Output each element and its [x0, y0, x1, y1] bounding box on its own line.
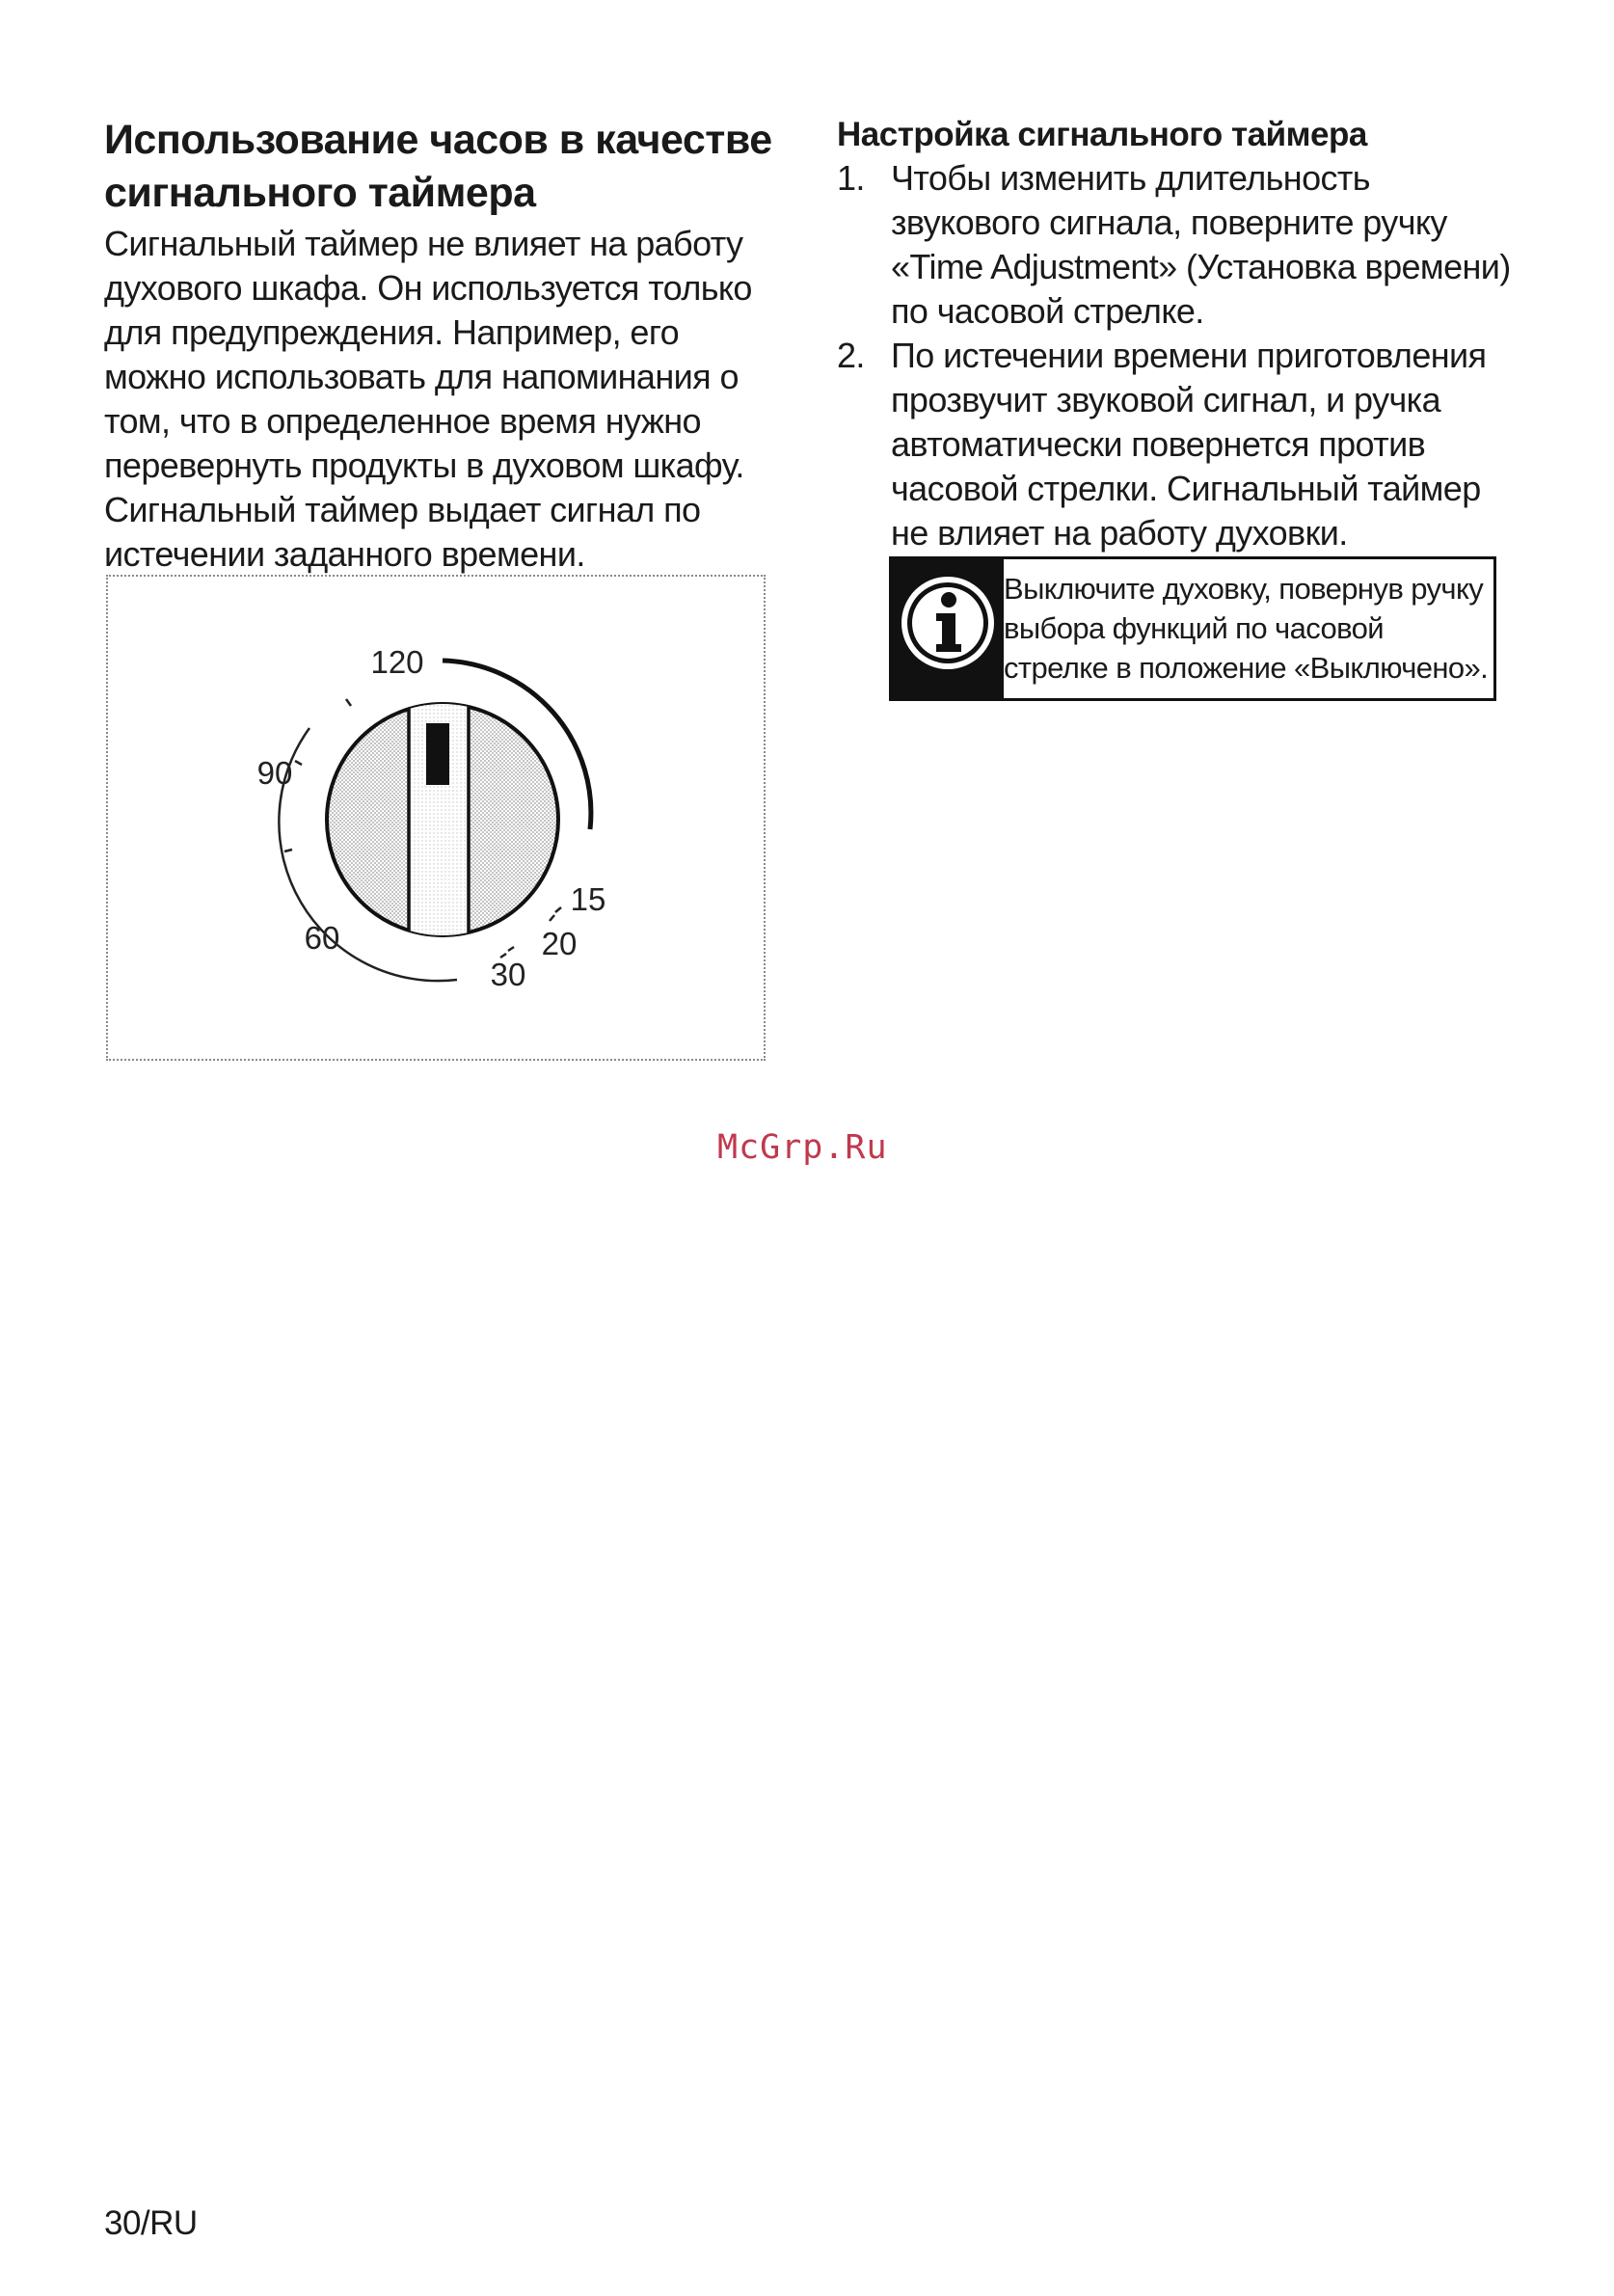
label-20: 20 — [541, 926, 578, 961]
step-text: По истечении времени приготовления прозвучит звуковой сигнал, и ручка автоматически повернется против часовой стрелки. Сигнальный таймер не влияет на работу духовки. — [891, 336, 1487, 553]
intro-paragraph: Сигнальный таймер не влияет на работу духового шкафа. Он используется только для предупреждения. Например, его можно использовать для напоминания о том, что в определенное время нужно перевернуть продукты в духовом шкафу. Сигнальный таймер выдает сигнал по истечении заданного времени. — [104, 224, 752, 574]
section-heading: Использование часов в качестве сигнального таймера — [104, 117, 772, 216]
watermark: McGrp.Ru — [717, 1128, 888, 1167]
label-60: 60 — [304, 920, 340, 956]
note-text: Выключите духовку, повернув ручку выбора функций по часовой стрелке в положение «Выключено». — [1004, 572, 1489, 685]
subheading: Настройка сигнального таймера — [837, 116, 1367, 153]
list-item — [837, 156, 1512, 334]
info-note-box — [889, 556, 1496, 701]
timer-knob-illustration — [108, 577, 764, 1059]
label-30: 30 — [490, 957, 526, 992]
label-90: 90 — [256, 755, 293, 791]
list-item — [837, 334, 1512, 555]
step-number: 1. — [837, 158, 865, 198]
page-number: 30/RU — [104, 2204, 198, 2242]
info-icon — [892, 559, 1004, 698]
step-text: Чтобы изменить длительность звукового сигнала, поверните ручку «Time Adjustment» (Установка времени) по часовой стрелке. — [891, 158, 1511, 331]
timer-knob-figure — [106, 575, 766, 1061]
steps-list — [837, 156, 1512, 555]
left-column — [104, 114, 779, 577]
step-number: 2. — [837, 336, 865, 375]
knob-indicator — [426, 723, 449, 785]
label-120: 120 — [370, 644, 424, 680]
right-column — [837, 114, 1512, 555]
label-15: 15 — [570, 881, 606, 917]
